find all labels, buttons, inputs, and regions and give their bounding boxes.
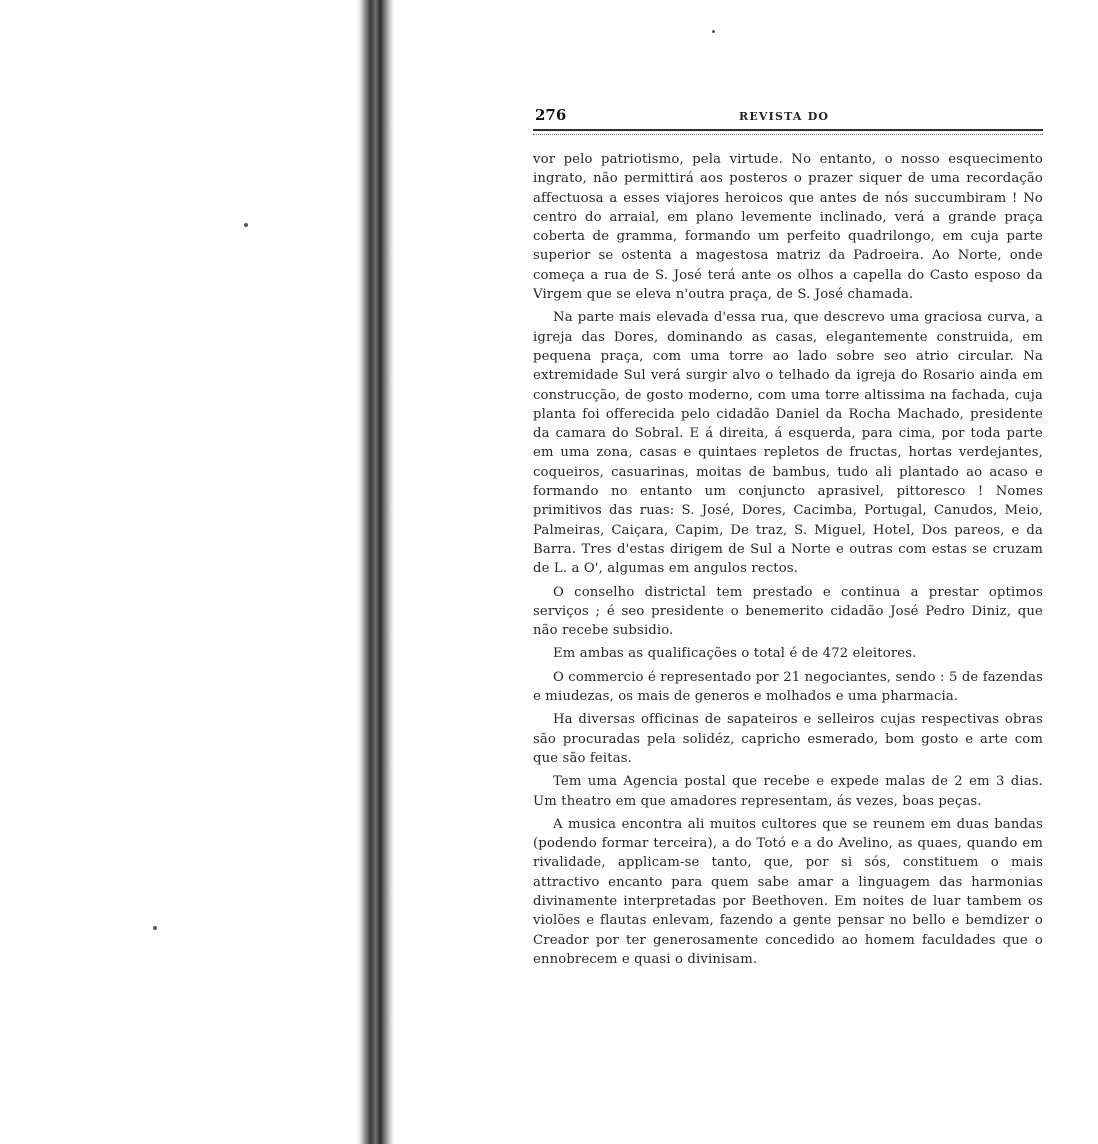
paragraph: Ha diversas officinas de sapateiros e selleiros cujas respectivas obras são procuradas pela solidéz, capricho esmerado, bom gosto e arte com que são feitas. xyxy=(533,712,1043,766)
ink-speck xyxy=(153,926,157,930)
paragraph: vor pelo patriotismo, pela virtude. No entanto, o nosso esquecimento ingrato, não permittirá aos posteros o prazer siquer de uma recordação affectuosa a esses viajores heroicos que antes de nós succumbiram ! No centro do arraial, em plano levemente inclinado, verá a grande praça coberta de gramma, formando um perfeito quadrilongo, em cuja parte superior se ostenta a magestosa matriz da Padroeira. Ao Norte, onde começa a rua de S. José terá ante os olhos a capella do Casto esposo da Virgem que se eleva n'outra praça, de S. José chamada. xyxy=(533,152,1043,303)
running-head: REVISTA DO xyxy=(739,110,830,123)
ink-speck xyxy=(244,223,248,227)
body-text xyxy=(533,150,1043,973)
page-number: 276 xyxy=(535,106,567,124)
paragraph: Tem uma Agencia postal que recebe e expede malas de 2 em 3 dias. Um theatro em que amadores representam, ás vezes, boas peças. xyxy=(533,774,1043,809)
paragraph: Na parte mais elevada d'essa rua, que descrevo uma graciosa curva, a igreja das Dores, dominando as casas, elegantemente construida, em pequena praça, com uma torre ao lado sobre seo atrio circular. Na extremidade Sul verá surgir alvo o telhado da igreja do Rosario ainda em construcção, de gosto moderno, com uma torre altissima na fachada, cuja planta foi offerecida pelo cidadão Daniel da Rocha Machado, presidente da camara do Sobral. E á direita, á esquerda, para cima, por toda parte em uma zona, casas e quintaes repletos de fructas, hortas verdejantes, coqueiros, casuarinas, moitas de bambus, tudo ali plantado ao acaso e formando no entanto um conjuncto aprasivel, pittoresco ! Nomes primitivos das ruas: S. José, Dores, Cacimba, Portugal, Canudos, Meio, Palmeiras, Caiçara, Capim, De traz, S. Miguel, Hotel, Dos pareos, e da Barra. Tres d'estas dirigem de Sul a Norte e outras com estas se cruzam de L. a O', algumas em angulos rectos. xyxy=(533,310,1043,577)
header-rule xyxy=(533,129,1043,135)
paragraph: O conselho districtal tem prestado e continua a prestar optimos serviços ; é seo presidente o benemerito cidadão José Pedro Diniz, que não recebe subsidio. xyxy=(533,584,1043,639)
ink-speck xyxy=(712,30,715,33)
paragraph: O commercio é representado por 21 negociantes, sendo : 5 de fazendas e miudezas, os mais de generos e molhados e uma pharmacia. xyxy=(533,669,1043,705)
paragraph: Em ambas as qualificações o total é de 472 eleitores. xyxy=(553,646,917,662)
paragraph: A musica encontra ali muitos cultores que se reunem em duas bandas (podendo formar terceira), a do Totó e a do Avelino, as quaes, quando em rivalidade, applicam-se tanto, que, por si sós, constituem o mais attractivo encanto para quem sabe amar a linguagem das harmonias divinamente interpretadas por Beethoven. Em noites de luar tambem os violões e flautas enlevam, fazendo a gente pensar no bello e bemdizer o Creador por ter generosamente concedido ao homem faculdades que o ennobrecem e quasi o divinisam. xyxy=(533,816,1043,967)
page-header xyxy=(533,106,1043,128)
book-gutter-shadow xyxy=(356,0,394,1144)
